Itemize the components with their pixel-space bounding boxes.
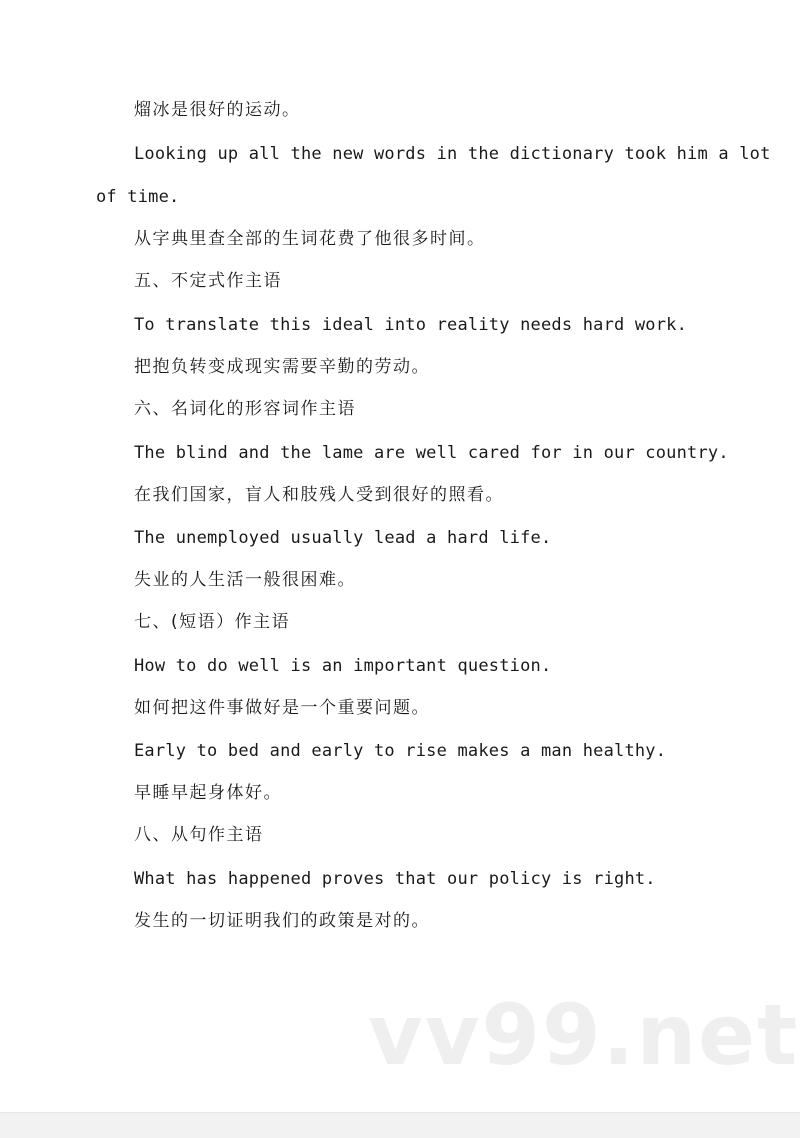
text-line: To translate this ideal into reality needs hard work. <box>134 315 688 335</box>
watermark: vv99.net <box>368 986 800 1084</box>
section-heading: 五、不定式作主语 <box>134 271 282 291</box>
text-line: 熘冰是很好的运动。 <box>134 100 301 120</box>
text-line: 失业的人生活一般很困难。 <box>134 570 356 590</box>
text-line: 在我们国家，盲人和肢残人受到很好的照看。 <box>134 485 504 505</box>
text-line: The blind and the lame are well cared for in our country. <box>134 443 729 463</box>
text-line: Looking up all the new words in the dictionary took him a lot <box>134 144 771 164</box>
bottom-bar <box>0 1112 800 1138</box>
text-line: How to do well is an important question. <box>134 656 552 676</box>
text-line: 把抱负转变成现实需要辛勤的劳动。 <box>134 357 430 377</box>
text-line: 发生的一切证明我们的政策是对的。 <box>134 911 430 931</box>
text-line: 从字典里查全部的生词花费了他很多时间。 <box>134 229 486 249</box>
section-heading: 七、(短语）作主语 <box>134 612 291 632</box>
text-line: 如何把这件事做好是一个重要问题。 <box>134 698 430 718</box>
text-line: The unemployed usually lead a hard life. <box>134 528 552 548</box>
section-heading: 八、从句作主语 <box>134 825 264 845</box>
text-line: Early to bed and early to rise makes a man healthy. <box>134 741 667 761</box>
text-line: of time. <box>96 187 180 207</box>
text-line: 早睡早起身体好。 <box>134 783 282 803</box>
text-line: What has happened proves that our policy is right. <box>134 869 656 889</box>
section-heading: 六、名词化的形容词作主语 <box>134 399 356 419</box>
